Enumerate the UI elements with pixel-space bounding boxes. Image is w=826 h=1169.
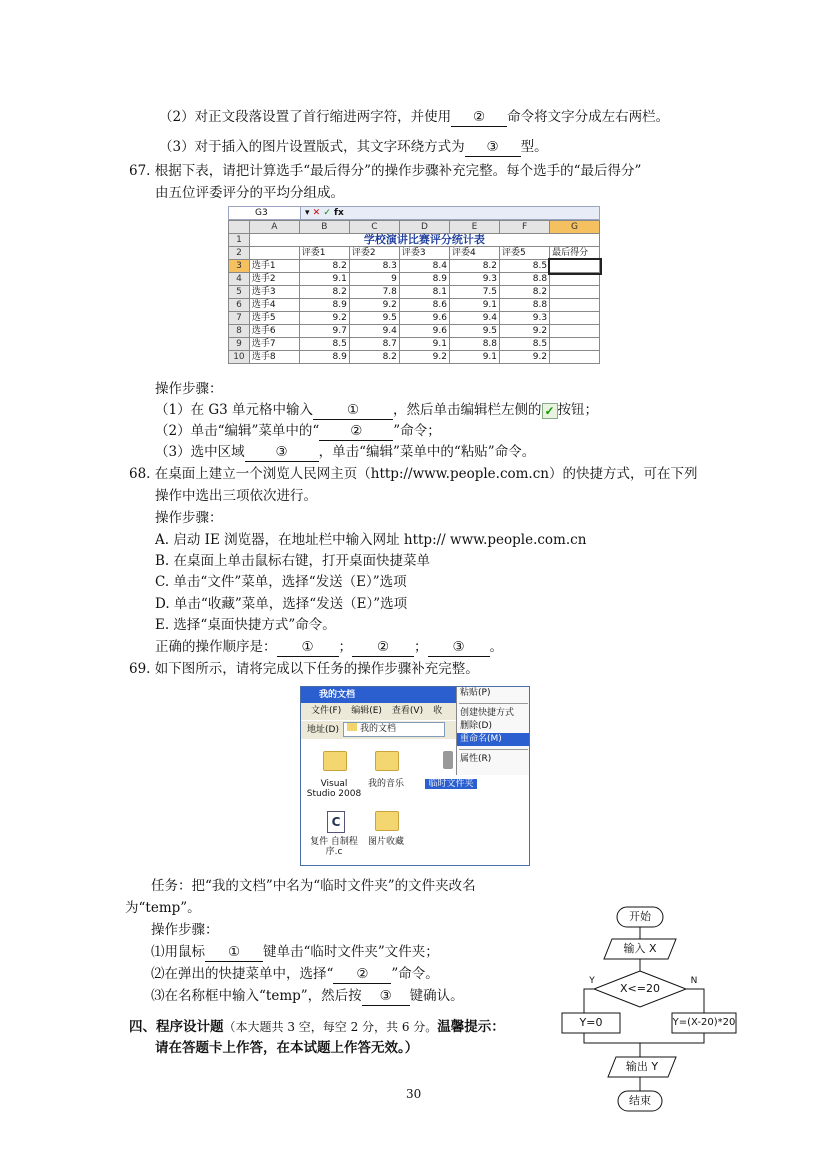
- blank-3: ③: [428, 638, 490, 657]
- sheet-row: [229, 338, 600, 351]
- final-score-cell: [550, 260, 600, 273]
- text: （3）对于插入的图片设置版式，其文字环绕方式为: [159, 139, 465, 155]
- option-b: B. 在桌面上单击鼠标右键，打开桌面快捷菜单: [155, 553, 431, 569]
- cancel-icon: ✕: [312, 208, 321, 218]
- header-cell: [249, 247, 299, 260]
- text: 。: [489, 639, 503, 655]
- score-cell: 8.9: [399, 273, 449, 286]
- text: 键单击“临时文件夹”文件夹；: [263, 944, 439, 960]
- flow-end: 结束: [629, 1094, 651, 1107]
- folder-icon: [443, 751, 453, 769]
- q69-step3: [151, 987, 464, 1006]
- score-cell: 8.9: [299, 299, 349, 312]
- player-cell: 选手2: [249, 273, 299, 286]
- score-cell: 8.5: [500, 260, 550, 273]
- col-header: F: [500, 221, 550, 234]
- corner-cell: [229, 221, 250, 234]
- blank-3: ③: [362, 987, 410, 1006]
- score-cell: 8.8: [449, 338, 499, 351]
- score-cell: 9.2: [399, 351, 449, 364]
- blank-1: ①: [313, 401, 393, 420]
- flow-start: 开始: [629, 910, 651, 923]
- score-cell: 9.2: [500, 325, 550, 338]
- score-cell: 9: [349, 273, 399, 286]
- score-cell: 9.2: [299, 312, 349, 325]
- folder-icon: [347, 723, 357, 731]
- window-title: 我的文档: [301, 687, 461, 703]
- header-cell: 评委1: [299, 247, 349, 260]
- flowchart: [560, 905, 740, 1120]
- player-cell: 选手5: [249, 312, 299, 325]
- header-cell: 评委4: [449, 247, 499, 260]
- sheet-row: [229, 273, 600, 286]
- text: 按钮；: [557, 402, 599, 418]
- final-score-cell: [550, 338, 600, 351]
- score-cell: 8.2: [299, 260, 349, 273]
- formula-bar: [228, 206, 600, 220]
- player-cell: 选手6: [249, 325, 299, 338]
- flow-input: 输入 X: [623, 942, 657, 955]
- score-cell: 8.1: [399, 286, 449, 299]
- task-line1: 任务：把“我的文档”中名为“临时文件夹”的文件夹改名: [151, 878, 476, 894]
- sheet-title: 学校演讲比赛评分统计表: [249, 234, 599, 247]
- q67-line1: 67. 根据下表，请把计算选手“最后得分”的操作步骤补充完整。每个选手的“最后得分”: [129, 163, 642, 179]
- option-e: E. 选择“桌面快捷方式”命令。: [155, 617, 336, 633]
- text: ，单击“编辑”菜单中的“粘贴”命令。: [318, 444, 536, 460]
- player-cell: 选手7: [249, 338, 299, 351]
- sheet-row: [229, 286, 600, 299]
- pictures-folder-icon: [375, 811, 399, 831]
- context-menu: [456, 687, 530, 775]
- steps-label: 操作步骤：: [151, 922, 219, 938]
- score-cell: 9.2: [349, 299, 399, 312]
- col-header: G: [550, 221, 600, 234]
- text: ”命令。: [391, 966, 439, 982]
- section-note: （本大题共 3 空，每空 2 分，共 6 分。: [223, 1020, 438, 1034]
- score-cell: 9.2: [500, 351, 550, 364]
- final-score-cell: [550, 325, 600, 338]
- text: 键确认。: [409, 988, 464, 1004]
- ctx-paste: 粘贴(P): [460, 688, 491, 698]
- score-cell: 9.7: [299, 325, 349, 338]
- score-cell: 9.6: [399, 325, 449, 338]
- text: ，然后单击编辑栏左侧的: [393, 402, 542, 418]
- final-score-cell: [550, 299, 600, 312]
- row-number: 10: [229, 351, 250, 364]
- steps-label: 操作步骤：: [155, 510, 223, 526]
- address-label: 地址(D): [307, 725, 339, 735]
- q67-step2: [155, 422, 441, 441]
- sheet-row: [229, 325, 600, 338]
- name-box: G3: [229, 207, 301, 219]
- q68-line1: 68. 在桌面上建立一个浏览人民网主页（http://www.people.com.cn）的快捷方式，可在下列: [129, 466, 698, 482]
- score-cell: 7.8: [349, 286, 399, 299]
- sheet-row: [229, 351, 600, 364]
- score-cell: 9.1: [299, 273, 349, 286]
- blank-1: ①: [205, 943, 263, 962]
- text: 命令将文字分成左右两栏。: [507, 109, 670, 125]
- row-number: 7: [229, 312, 250, 325]
- col-header: C: [349, 221, 399, 234]
- score-cell: 8.5: [299, 338, 349, 351]
- final-score-cell: [550, 312, 600, 325]
- music-folder-icon: [375, 751, 399, 771]
- item-temp-folder: 临时文件夹: [425, 779, 477, 789]
- q67-step1: [155, 401, 598, 420]
- blank-2: ②: [451, 108, 507, 127]
- sheet-row: [229, 299, 600, 312]
- score-cell: 8.6: [399, 299, 449, 312]
- score-cell: 8.2: [349, 351, 399, 364]
- ctx-rename: 重命名(M): [457, 733, 530, 746]
- score-cell: 9.4: [349, 325, 399, 338]
- item-my-music: 我的音乐: [367, 779, 404, 789]
- flow-yes-label: Y: [589, 976, 595, 986]
- header-cell: 评委3: [399, 247, 449, 260]
- explorer-image: [300, 686, 530, 866]
- score-cell: 8.2: [449, 260, 499, 273]
- page-number: 30: [406, 1087, 422, 1101]
- item-pictures: 图片收藏: [367, 837, 404, 847]
- section-title: 四、程序设计题: [129, 1019, 224, 1035]
- divider: [459, 703, 528, 704]
- row-number: 3: [229, 260, 250, 273]
- col-header: E: [449, 221, 499, 234]
- sheet-row: [229, 260, 600, 273]
- option-d: D. 单击“收藏”菜单，选择“发送（E）”选项: [155, 596, 408, 612]
- q66-line2: [159, 108, 669, 127]
- menu-view: 查看(V): [391, 706, 424, 716]
- q67-line2: 由五位评委评分的平均分组成。: [155, 185, 344, 201]
- menu-file: 文件(F): [311, 706, 342, 716]
- score-cell: 8.3: [349, 260, 399, 273]
- player-cell: 选手3: [249, 286, 299, 299]
- flow-left-box: Y=0: [579, 1016, 603, 1029]
- q66-line3: [159, 138, 548, 157]
- score-cell: 9.3: [500, 312, 550, 325]
- player-cell: 选手1: [249, 260, 299, 273]
- flow-no-label: N: [690, 976, 698, 986]
- option-c: C. 单击“文件”菜单，选择“发送（E）”选项: [155, 574, 407, 590]
- score-cell: 8.2: [500, 286, 550, 299]
- menu-bar: [301, 703, 461, 720]
- score-cell: 7.5: [449, 286, 499, 299]
- item-c-file: 复件 自制程序.c: [310, 837, 358, 857]
- ctx-shortcut: 创建快捷方式: [460, 708, 515, 718]
- text: ⑶在名称框中输入“temp”，然后按: [151, 988, 362, 1004]
- address-field: [343, 722, 445, 737]
- address-bar: [301, 721, 461, 739]
- col-header: A: [249, 221, 299, 234]
- fx-icon: fx: [334, 208, 344, 218]
- text: （2）单击“编辑”菜单中的“: [155, 423, 320, 439]
- player-cell: 选手8: [249, 351, 299, 364]
- score-cell: 8.8: [500, 273, 550, 286]
- text: 型。: [520, 139, 548, 155]
- header-cell: 评委2: [349, 247, 399, 260]
- check-icon: ✓: [323, 208, 331, 218]
- score-cell: 8.4: [399, 260, 449, 273]
- score-cell: 8.7: [349, 338, 399, 351]
- row-number: 9: [229, 338, 250, 351]
- text: ；: [338, 639, 352, 655]
- text: 正确的操作顺序是：: [155, 639, 277, 655]
- blank-2: ②: [333, 965, 391, 984]
- item-visual-studio: Visual Studio 2008: [306, 779, 362, 799]
- header-cell: 最后得分: [550, 247, 600, 260]
- final-score-cell: [550, 273, 600, 286]
- row-number: 4: [229, 273, 250, 286]
- q68-line2: 操作中选出三项依次进行。: [155, 488, 317, 504]
- sheet-row: [229, 312, 600, 325]
- q69-step1: [151, 943, 439, 962]
- row-number: 2: [229, 247, 250, 260]
- score-cell: 8.9: [299, 351, 349, 364]
- blank-2: ②: [352, 638, 414, 657]
- final-score-cell: [550, 351, 600, 364]
- text: ；: [414, 639, 428, 655]
- text: （3）选中区域: [155, 444, 245, 460]
- text: ⑵在弹出的快捷菜单中，选择“: [151, 966, 334, 982]
- score-cell: 9.1: [449, 299, 499, 312]
- flow-output: 输出 Y: [625, 1060, 659, 1073]
- q69-step2: [151, 965, 439, 984]
- row-number: 8: [229, 325, 250, 338]
- score-cell: 8.2: [299, 286, 349, 299]
- score-cell: 8.5: [500, 338, 550, 351]
- divider: [459, 749, 528, 750]
- col-header: B: [299, 221, 349, 234]
- header-cell: 评委5: [500, 247, 550, 260]
- menu-fav: 收: [433, 706, 443, 716]
- ctx-delete: 删除(D): [460, 721, 492, 731]
- formula-buttons: ▾ ✕ ✓ fx: [305, 208, 344, 218]
- check-icon: ✓: [542, 403, 558, 419]
- row-number: 5: [229, 286, 250, 299]
- score-cell: 9.5: [349, 312, 399, 325]
- score-cell: 9.5: [449, 325, 499, 338]
- score-cell: 8.8: [500, 299, 550, 312]
- score-cell: 9.1: [399, 338, 449, 351]
- score-cell: 9.4: [449, 312, 499, 325]
- section-tip: 温馨提示：: [437, 1019, 505, 1035]
- score-cell: 9.3: [449, 273, 499, 286]
- blank-1: ①: [277, 638, 339, 657]
- address-value: 我的文档: [359, 724, 396, 734]
- flow-condition: X<=20: [620, 982, 660, 995]
- score-cell: 9.1: [449, 351, 499, 364]
- blank-2: ②: [319, 422, 393, 441]
- sheet-grid: [228, 220, 600, 364]
- task-line2: 为“temp”。: [125, 900, 201, 916]
- text: （1）在 G3 单元格中输入: [155, 402, 314, 418]
- player-cell: 选手4: [249, 299, 299, 312]
- text: ”命令；: [393, 423, 441, 439]
- steps-label: 操作步骤：: [155, 381, 223, 397]
- flow-right-box: Y=(X-20)*20: [672, 1017, 736, 1028]
- order-line: [155, 638, 503, 657]
- blank-3: ③: [465, 138, 521, 157]
- option-a: A. 启动 IE 浏览器，在地址栏中输入网址 http:// www.people.com.cn: [155, 532, 587, 548]
- section-4-line2: 请在答题卡上作答，在本试题上作答无效。）: [155, 1040, 419, 1056]
- folder-icon: [323, 751, 347, 771]
- final-score-cell: [550, 286, 600, 299]
- menu-edit: 编辑(E): [351, 706, 382, 716]
- sheet-rows: [229, 260, 600, 364]
- text: ⑴用鼠标: [151, 944, 205, 960]
- q69-line: 69. 如下图所示，请将完成以下任务的操作步骤补充完整。: [129, 661, 479, 677]
- row-number: 6: [229, 299, 250, 312]
- section-4-heading: [129, 1018, 505, 1036]
- text: （2）对正文段落设置了首行缩进两字符，并使用: [159, 109, 452, 125]
- col-header: D: [399, 221, 449, 234]
- ctx-properties: 属性(R): [460, 754, 492, 764]
- c-file-icon: C: [327, 811, 345, 833]
- score-cell: 9.6: [399, 312, 449, 325]
- spreadsheet-image: [228, 206, 600, 370]
- row-number: 1: [229, 234, 250, 247]
- q67-step3: [155, 443, 535, 462]
- blank-3: ③: [245, 443, 319, 462]
